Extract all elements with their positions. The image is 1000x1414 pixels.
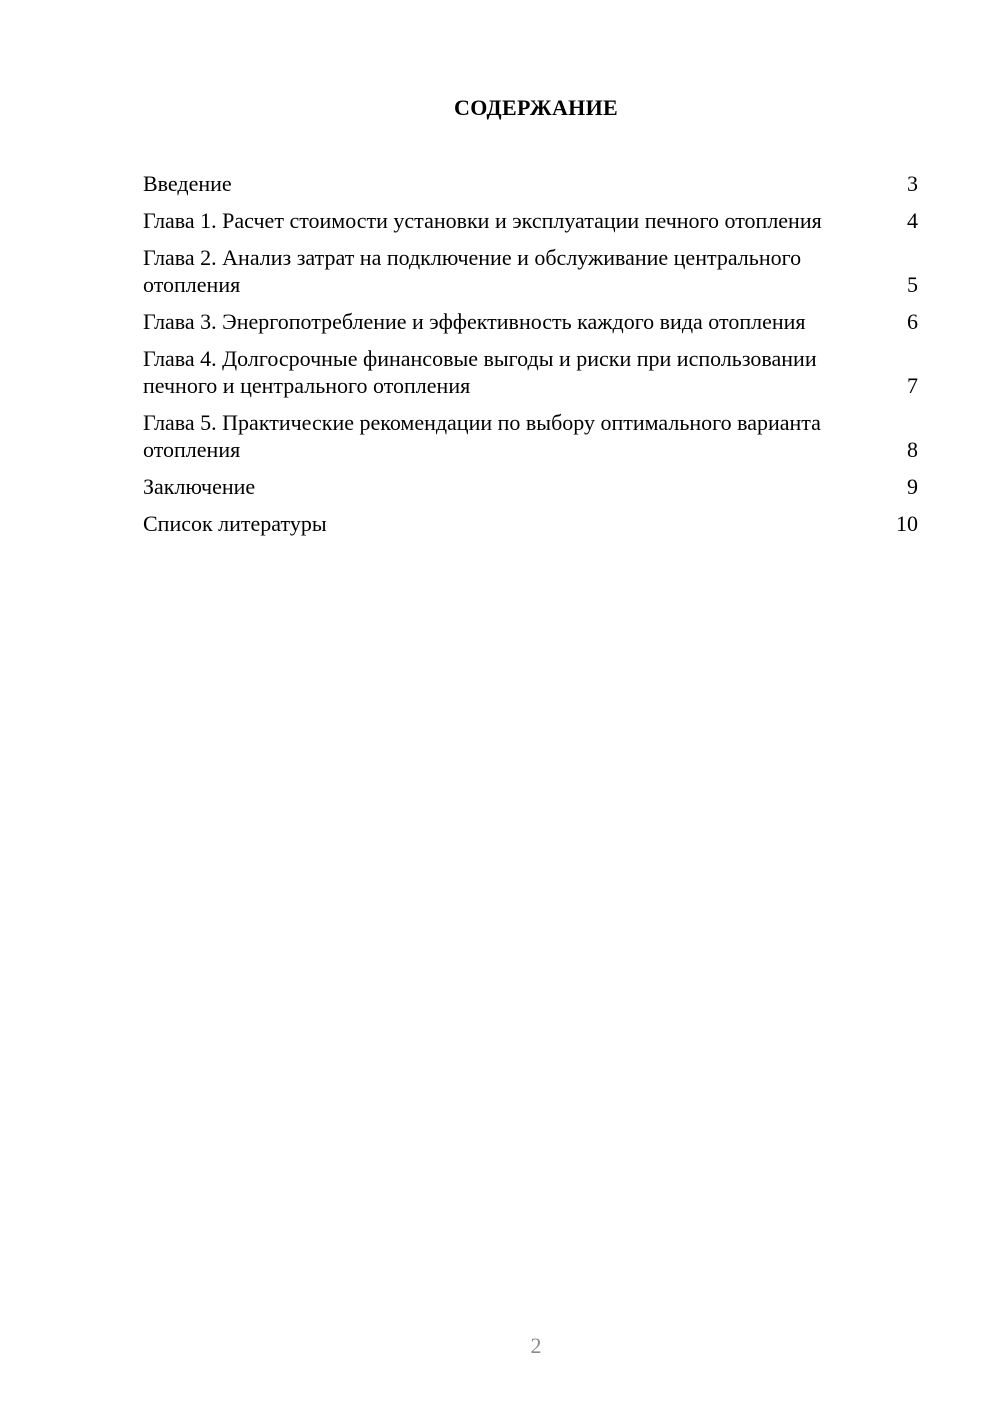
- toc-entry-title: Глава 5. Практические рекомендации по выбору оптимального варианта отопления: [143, 410, 821, 462]
- toc-entry-title: Глава 2. Анализ затрат на подключение и обслуживание центрального отопления: [143, 245, 802, 297]
- toc-entry-page: 3: [907, 171, 918, 196]
- toc-entry-chapter-5: [143, 409, 918, 463]
- toc-entry-title: Глава 1. Расчет стоимости установки и эксплуатации печного отопления: [143, 208, 822, 233]
- page-title: СОДЕРЖАНИЕ: [454, 95, 618, 120]
- page-number: 2: [530, 1333, 542, 1358]
- toc-entry-page: 9: [907, 474, 918, 499]
- toc-entry-title: Глава 3. Энергопотребление и эффективность каждого вида отопления: [143, 309, 806, 334]
- toc-entry-chapter-2: [143, 244, 918, 298]
- toc-entry-page: 5: [907, 272, 918, 297]
- toc-entry-chapter-4: [143, 345, 918, 399]
- toc-entry-title: Введение: [143, 171, 232, 196]
- toc-entry-chapter-1: [143, 207, 918, 234]
- table-of-contents: [143, 170, 918, 547]
- toc-entry-page: 4: [907, 208, 918, 233]
- toc-entry-page: 7: [907, 373, 918, 398]
- toc-entry-title: Список литературы: [143, 511, 327, 536]
- toc-entry-title: Глава 4. Долгосрочные финансовые выгоды и риски при использовании печного и центрального отопления: [143, 346, 817, 398]
- toc-entry-references: [143, 510, 918, 537]
- toc-entry-title: Заключение: [143, 474, 256, 499]
- toc-entry-chapter-3: [143, 308, 918, 335]
- toc-entry-conclusion: [143, 473, 918, 500]
- toc-entry-page: 6: [907, 309, 918, 334]
- toc-entry-page: 8: [907, 437, 918, 462]
- toc-entry-page: 10: [896, 511, 918, 536]
- toc-entry-introduction: [143, 170, 918, 197]
